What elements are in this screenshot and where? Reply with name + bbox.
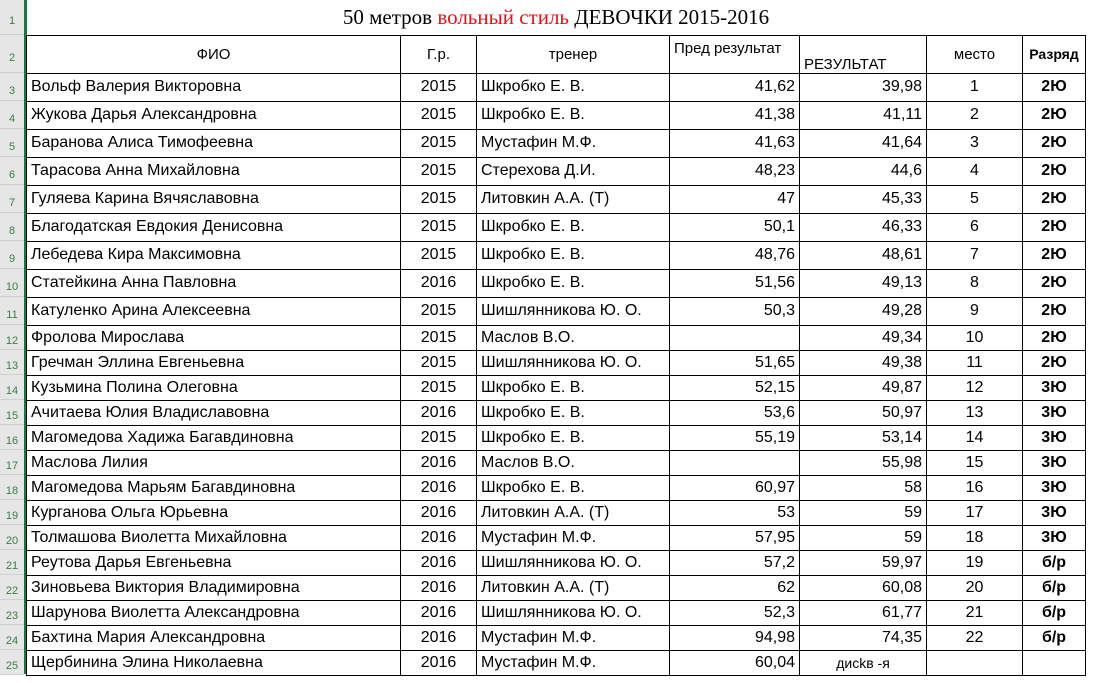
cell-year[interactable]: 2015 <box>401 129 477 157</box>
cell-result[interactable]: 39,98 <box>800 73 927 101</box>
cell-coach[interactable]: Маслов В.О. <box>477 450 670 475</box>
cell-rank[interactable]: 2Ю <box>1023 269 1086 297</box>
cell-prev-result[interactable]: 47 <box>670 185 800 213</box>
cell-coach[interactable]: Шкробко Е. В. <box>477 269 670 297</box>
cell-place[interactable]: 7 <box>927 241 1023 269</box>
table-row <box>27 241 1086 269</box>
cell-place[interactable]: 6 <box>927 213 1023 241</box>
header-name[interactable]: ФИО <box>27 35 401 73</box>
table-row <box>27 650 1086 675</box>
cell-prev-result[interactable]: 55,19 <box>670 425 800 450</box>
cell-year[interactable]: 2016 <box>401 625 477 650</box>
cell-rank[interactable]: 3Ю <box>1023 500 1086 525</box>
cell-prev-result[interactable]: 51,56 <box>670 269 800 297</box>
title-row <box>27 0 1086 35</box>
cell-place[interactable]: 4 <box>927 157 1023 185</box>
header-rank[interactable]: Разряд <box>1023 35 1086 73</box>
cell-result[interactable]: 48,61 <box>800 241 927 269</box>
cell-year[interactable]: 2016 <box>401 450 477 475</box>
cell-place[interactable]: 15 <box>927 450 1023 475</box>
cell-coach[interactable]: Маслов В.О. <box>477 325 670 350</box>
cell-result[interactable]: 53,14 <box>800 425 927 450</box>
cell-coach[interactable]: Шишлянникова Ю. О. <box>477 350 670 375</box>
cell-coach[interactable]: Стерехова Д.И. <box>477 157 670 185</box>
cell-result[interactable]: 61,77 <box>800 600 927 625</box>
cell-name[interactable]: Гуляева Карина Вячяславовна <box>27 185 401 213</box>
row-number[interactable]: 19 <box>0 500 24 525</box>
cell-place[interactable]: 17 <box>927 500 1023 525</box>
row-number[interactable]: 15 <box>0 400 24 425</box>
header-prev-result[interactable]: Пред результат <box>670 35 800 73</box>
cell-name[interactable]: Магомедова Хадижа Багавдиновна <box>27 425 401 450</box>
cell-name[interactable]: Щербинина Элина Николаевна <box>27 650 401 675</box>
cell-prev-result[interactable]: 41,38 <box>670 101 800 129</box>
cell-place[interactable]: 12 <box>927 375 1023 400</box>
cell-coach[interactable]: Литовкин А.А. (Т) <box>477 575 670 600</box>
cell-place[interactable]: 11 <box>927 350 1023 375</box>
table-row <box>27 550 1086 575</box>
cell-year[interactable]: 2015 <box>401 375 477 400</box>
table-row <box>27 213 1086 241</box>
row-number[interactable]: 11 <box>0 297 24 325</box>
row-number[interactable]: 17 <box>0 450 24 475</box>
cell-prev-result[interactable]: 52,15 <box>670 375 800 400</box>
cell-result[interactable]: 58 <box>800 475 927 500</box>
cell-rank[interactable]: б/р <box>1023 575 1086 600</box>
row-number[interactable]: 20 <box>0 525 24 550</box>
row-number[interactable]: 5 <box>0 129 24 157</box>
cell-place[interactable] <box>927 650 1023 675</box>
cell-year[interactable]: 2015 <box>401 73 477 101</box>
cell-year[interactable]: 2016 <box>401 500 477 525</box>
row-number[interactable]: 18 <box>0 475 24 500</box>
cell-place[interactable]: 16 <box>927 475 1023 500</box>
cell-rank[interactable]: 2Ю <box>1023 73 1086 101</box>
cell-prev-result[interactable]: 50,1 <box>670 213 800 241</box>
cell-name[interactable]: Фролова Мирослава <box>27 325 401 350</box>
cell-year[interactable]: 2015 <box>401 101 477 129</box>
cell-rank[interactable]: б/р <box>1023 625 1086 650</box>
cell-result[interactable]: 60,08 <box>800 575 927 600</box>
cell-coach[interactable]: Шишлянникова Ю. О. <box>477 600 670 625</box>
cell-result[interactable]: 41,11 <box>800 101 927 129</box>
title-style-highlight: вольный стиль <box>437 4 570 29</box>
cell-year[interactable]: 2016 <box>401 525 477 550</box>
cell-year[interactable]: 2016 <box>401 400 477 425</box>
table-row <box>27 129 1086 157</box>
cell-result[interactable]: 49,28 <box>800 297 927 325</box>
cell-place[interactable]: 10 <box>927 325 1023 350</box>
cell-rank[interactable]: 3Ю <box>1023 425 1086 450</box>
table-row <box>27 425 1086 450</box>
cell-place[interactable]: 21 <box>927 600 1023 625</box>
cell-result[interactable]: 41,64 <box>800 129 927 157</box>
title-part-1: 50 метров <box>342 4 438 29</box>
cell-rank[interactable]: 2Ю <box>1023 157 1086 185</box>
cell-result[interactable]: 49,34 <box>800 325 927 350</box>
cell-coach[interactable]: Мустафин М.Ф. <box>477 625 670 650</box>
header-year[interactable]: Г.р. <box>401 35 477 73</box>
row-number[interactable]: 24 <box>0 625 24 650</box>
table-row <box>27 600 1086 625</box>
row-number[interactable]: 2 <box>0 35 24 73</box>
cell-year[interactable]: 2016 <box>401 475 477 500</box>
cell-rank[interactable]: 2Ю <box>1023 213 1086 241</box>
cell-rank[interactable]: 2Ю <box>1023 325 1086 350</box>
cell-year[interactable]: 2016 <box>401 269 477 297</box>
cell-name[interactable]: Реутова Дарья Евгеньевна <box>27 550 401 575</box>
row-number[interactable]: 22 <box>0 575 24 600</box>
cell-coach[interactable]: Мустафин М.Ф. <box>477 129 670 157</box>
cell-rank[interactable]: 3Ю <box>1023 525 1086 550</box>
cell-name[interactable]: Толмашова Виолетта Михайловна <box>27 525 401 550</box>
cell-name[interactable]: Баранова Алиса Тимофеевна <box>27 129 401 157</box>
cell-prev-result[interactable] <box>670 325 800 350</box>
cell-coach[interactable]: Шкробко Е. В. <box>477 475 670 500</box>
cell-rank[interactable]: 3Ю <box>1023 400 1086 425</box>
cell-result[interactable]: 45,33 <box>800 185 927 213</box>
cell-rank[interactable]: б/р <box>1023 600 1086 625</box>
cell-name[interactable]: Зиновьева Виктория Владимировна <box>27 575 401 600</box>
table-row <box>27 297 1086 325</box>
cell-result[interactable]: 44,6 <box>800 157 927 185</box>
cell-coach[interactable]: Шкробко Е. В. <box>477 101 670 129</box>
cell-result[interactable]: 49,38 <box>800 350 927 375</box>
header-place[interactable]: место <box>927 35 1023 73</box>
cell-name[interactable]: Бахтина Мария Александровна <box>27 625 401 650</box>
cell-name[interactable]: Катуленко Арина Алексеевна <box>27 297 401 325</box>
cell-result[interactable]: 55,98 <box>800 450 927 475</box>
cell-prev-result[interactable]: 62 <box>670 575 800 600</box>
cell-name[interactable]: Шарунова Виолетта Александровна <box>27 600 401 625</box>
table-row <box>27 525 1086 550</box>
cell-prev-result[interactable]: 48,23 <box>670 157 800 185</box>
cell-place[interactable]: 20 <box>927 575 1023 600</box>
cell-year[interactable]: 2016 <box>401 600 477 625</box>
cell-rank[interactable]: 2Ю <box>1023 297 1086 325</box>
row-number[interactable]: 7 <box>0 185 24 213</box>
cell-prev-result[interactable] <box>670 450 800 475</box>
cell-result[interactable]: 59 <box>800 500 927 525</box>
cell-year[interactable]: 2015 <box>401 213 477 241</box>
cell-rank[interactable]: 2Ю <box>1023 185 1086 213</box>
cell-place[interactable]: 13 <box>927 400 1023 425</box>
cell-year[interactable]: 2015 <box>401 425 477 450</box>
sheet-title[interactable] <box>27 0 1086 35</box>
cell-year[interactable]: 2015 <box>401 185 477 213</box>
row-number[interactable]: 10 <box>0 269 24 297</box>
cell-name[interactable]: Вольф Валерия Викторовна <box>27 73 401 101</box>
cell-coach[interactable]: Шкробко Е. В. <box>477 73 670 101</box>
cell-year[interactable]: 2016 <box>401 550 477 575</box>
cell-place[interactable]: 18 <box>927 525 1023 550</box>
cell-coach[interactable]: Шишлянникова Ю. О. <box>477 550 670 575</box>
cell-name[interactable]: Магомедова Марьям Багавдиновна <box>27 475 401 500</box>
cell-name[interactable]: Лебедева Кира Максимовна <box>27 241 401 269</box>
cell-year[interactable]: 2015 <box>401 350 477 375</box>
cell-result[interactable]: 49,87 <box>800 375 927 400</box>
cell-rank[interactable]: 3Ю <box>1023 450 1086 475</box>
cell-coach[interactable]: Литовкин А.А. (Т) <box>477 185 670 213</box>
cell-place[interactable]: 5 <box>927 185 1023 213</box>
table-row <box>27 157 1086 185</box>
cell-name[interactable]: Благодатская Евдокия Денисовна <box>27 213 401 241</box>
header-row <box>27 35 1086 73</box>
table-row <box>27 625 1086 650</box>
cell-name[interactable]: Ачитаева Юлия Владиславовна <box>27 400 401 425</box>
cell-result[interactable]: 46,33 <box>800 213 927 241</box>
cell-prev-result[interactable]: 57,95 <box>670 525 800 550</box>
cell-result[interactable]: 59,97 <box>800 550 927 575</box>
cell-result[interactable]: 59 <box>800 525 927 550</box>
cell-coach[interactable]: Шкробко Е. В. <box>477 400 670 425</box>
cell-prev-result[interactable]: 50,3 <box>670 297 800 325</box>
cell-name[interactable]: Тарасова Анна Михайловна <box>27 157 401 185</box>
row-number[interactable]: 6 <box>0 157 24 185</box>
cell-rank[interactable]: 3Ю <box>1023 375 1086 400</box>
cell-year[interactable]: 2016 <box>401 650 477 675</box>
table-row <box>27 575 1086 600</box>
cell-rank[interactable]: 2Ю <box>1023 241 1086 269</box>
table-row <box>27 450 1086 475</box>
cell-rank[interactable]: 3Ю <box>1023 475 1086 500</box>
table-row <box>27 269 1086 297</box>
table-row <box>27 350 1086 375</box>
cell-prev-result[interactable]: 51,65 <box>670 350 800 375</box>
cell-year[interactable]: 2015 <box>401 157 477 185</box>
cell-prev-result[interactable]: 60,04 <box>670 650 800 675</box>
cell-prev-result[interactable]: 53,6 <box>670 400 800 425</box>
table-row <box>27 185 1086 213</box>
cell-place[interactable]: 19 <box>927 550 1023 575</box>
cell-rank[interactable]: 2Ю <box>1023 101 1086 129</box>
cell-rank[interactable] <box>1023 650 1086 675</box>
row-number[interactable]: 8 <box>0 213 24 241</box>
row-number[interactable]: 25 <box>0 650 24 675</box>
cell-prev-result[interactable]: 53 <box>670 500 800 525</box>
cell-name[interactable]: Статейкина Анна Павловна <box>27 269 401 297</box>
cell-result[interactable]: 49,13 <box>800 269 927 297</box>
cell-prev-result[interactable]: 60,97 <box>670 475 800 500</box>
cell-year[interactable]: 2015 <box>401 241 477 269</box>
table-row <box>27 500 1086 525</box>
cell-coach[interactable]: Шишлянникова Ю. О. <box>477 297 670 325</box>
cell-prev-result[interactable]: 41,62 <box>670 73 800 101</box>
table-row <box>27 73 1086 101</box>
title-part-3: ДЕВОЧКИ 2015-2016 <box>569 4 770 29</box>
row-number[interactable]: 14 <box>0 375 24 400</box>
cell-place[interactable]: 3 <box>927 129 1023 157</box>
cell-name[interactable]: Кузьмина Полина Олеговна <box>27 375 401 400</box>
cell-prev-result[interactable]: 57,2 <box>670 550 800 575</box>
cell-coach[interactable]: Шкробко Е. В. <box>477 213 670 241</box>
cell-result[interactable]: 74,35 <box>800 625 927 650</box>
cell-rank[interactable]: б/р <box>1023 550 1086 575</box>
table-row <box>27 475 1086 500</box>
cell-name[interactable]: Маслова Лилия <box>27 450 401 475</box>
cell-coach[interactable]: Мустафин М.Ф. <box>477 650 670 675</box>
header-result[interactable]: РЕЗУЛЬТАТ <box>800 35 927 73</box>
cell-place[interactable]: 2 <box>927 101 1023 129</box>
cell-rank[interactable]: 2Ю <box>1023 350 1086 375</box>
table-row <box>27 325 1086 350</box>
cell-place[interactable]: 22 <box>927 625 1023 650</box>
cell-prev-result[interactable]: 94,98 <box>670 625 800 650</box>
cell-place[interactable]: 14 <box>927 425 1023 450</box>
header-coach[interactable]: тренер <box>477 35 670 73</box>
row-number[interactable]: 16 <box>0 425 24 450</box>
cell-result[interactable]: 50,97 <box>800 400 927 425</box>
cell-result[interactable]: дисkв -я <box>800 650 927 675</box>
row-number[interactable]: 13 <box>0 350 24 375</box>
table-row <box>27 375 1086 400</box>
cell-rank[interactable]: 2Ю <box>1023 129 1086 157</box>
cell-year[interactable]: 2015 <box>401 297 477 325</box>
table-row <box>27 101 1086 129</box>
table-row <box>27 400 1086 425</box>
cell-year[interactable]: 2015 <box>401 325 477 350</box>
cell-coach[interactable]: Шкробко Е. В. <box>477 241 670 269</box>
results-table <box>26 0 1086 676</box>
cell-prev-result[interactable]: 41,63 <box>670 129 800 157</box>
cell-place[interactable]: 9 <box>927 297 1023 325</box>
row-number[interactable]: 23 <box>0 600 24 625</box>
cell-name[interactable]: Жукова Дарья Александровна <box>27 101 401 129</box>
row-number[interactable]: 12 <box>0 325 24 350</box>
cell-coach[interactable]: Мустафин М.Ф. <box>477 525 670 550</box>
cell-coach[interactable]: Шкробко Е. В. <box>477 375 670 400</box>
cell-name[interactable]: Гречман Эллина Евгеньевна <box>27 350 401 375</box>
cell-name[interactable]: Курганова Ольга Юрьевна <box>27 500 401 525</box>
row-number[interactable]: 4 <box>0 101 24 129</box>
cell-prev-result[interactable]: 48,76 <box>670 241 800 269</box>
cell-place[interactable]: 1 <box>927 73 1023 101</box>
cell-prev-result[interactable]: 52,3 <box>670 600 800 625</box>
cell-place[interactable]: 8 <box>927 269 1023 297</box>
row-number[interactable]: 9 <box>0 241 24 269</box>
row-number[interactable]: 1 <box>0 0 24 35</box>
cell-coach[interactable]: Шкробко Е. В. <box>477 425 670 450</box>
row-number[interactable]: 3 <box>0 73 24 101</box>
cell-year[interactable]: 2016 <box>401 575 477 600</box>
cell-coach[interactable]: Литовкин А.А. (Т) <box>477 500 670 525</box>
row-number[interactable]: 21 <box>0 550 24 575</box>
